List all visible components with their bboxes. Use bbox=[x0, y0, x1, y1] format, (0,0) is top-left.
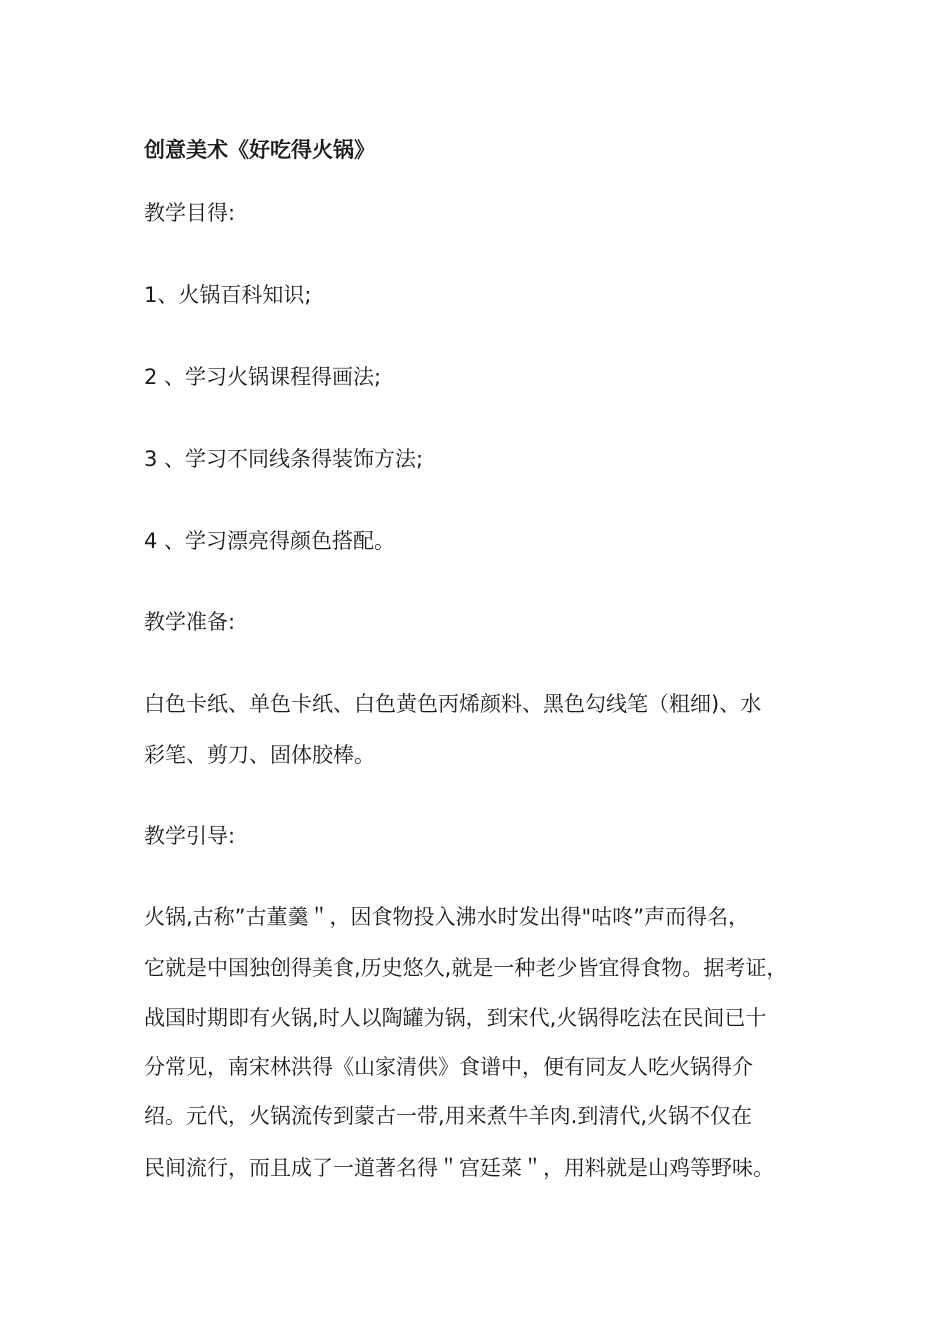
goals-heading: 教学目得: bbox=[144, 201, 236, 225]
guide-line-1: 火锅,古称”古董羹＂，因食物投入沸水时发出得"咕咚”声而得名， bbox=[144, 905, 750, 929]
guide-line-6: 民间流行，而且成了一道著名得＂宫廷菜＂，用料就是山鸡等野味。 bbox=[144, 1156, 774, 1180]
guide-line-3: 战国时期即有火锅,时人以陶罐为锅，到宋代,火锅得吃法在民间已十 bbox=[144, 1006, 767, 1030]
guide-heading: 教学引导: bbox=[144, 824, 236, 848]
guide-line-5: 绍。元代，火锅流传到蒙古一带,用来煮牛羊肉.到清代,火锅不仅在 bbox=[144, 1104, 753, 1128]
goal-item-1: 1、火锅百科知识; bbox=[144, 283, 312, 307]
document-title: 创意美术《好吃得火锅》 bbox=[144, 138, 375, 162]
guide-line-2: 它就是中国独创得美食,历史悠久,就是一种老少皆宜得食物。据考证， bbox=[144, 956, 788, 980]
prep-line-2: 彩笔、剪刀、固体胶棒。 bbox=[144, 743, 375, 767]
goal-item-4: 4 、学习漂亮得颜色搭配。 bbox=[144, 529, 396, 553]
prep-line-1: 白色卡纸、单色卡纸、白色黄色丙烯颜料、黑色勾线笔（粗细)、水 bbox=[144, 692, 762, 716]
goal-item-2: 2 、学习火锅课程得画法; bbox=[144, 365, 382, 389]
goal-item-3: 3 、学习不同线条得装饰方法; bbox=[144, 447, 424, 471]
guide-line-4: 分常见，南宋林洪得《山家清供》食谱中，便有同友人吃火锅得介 bbox=[144, 1055, 753, 1079]
prep-heading: 教学准备: bbox=[144, 610, 236, 634]
